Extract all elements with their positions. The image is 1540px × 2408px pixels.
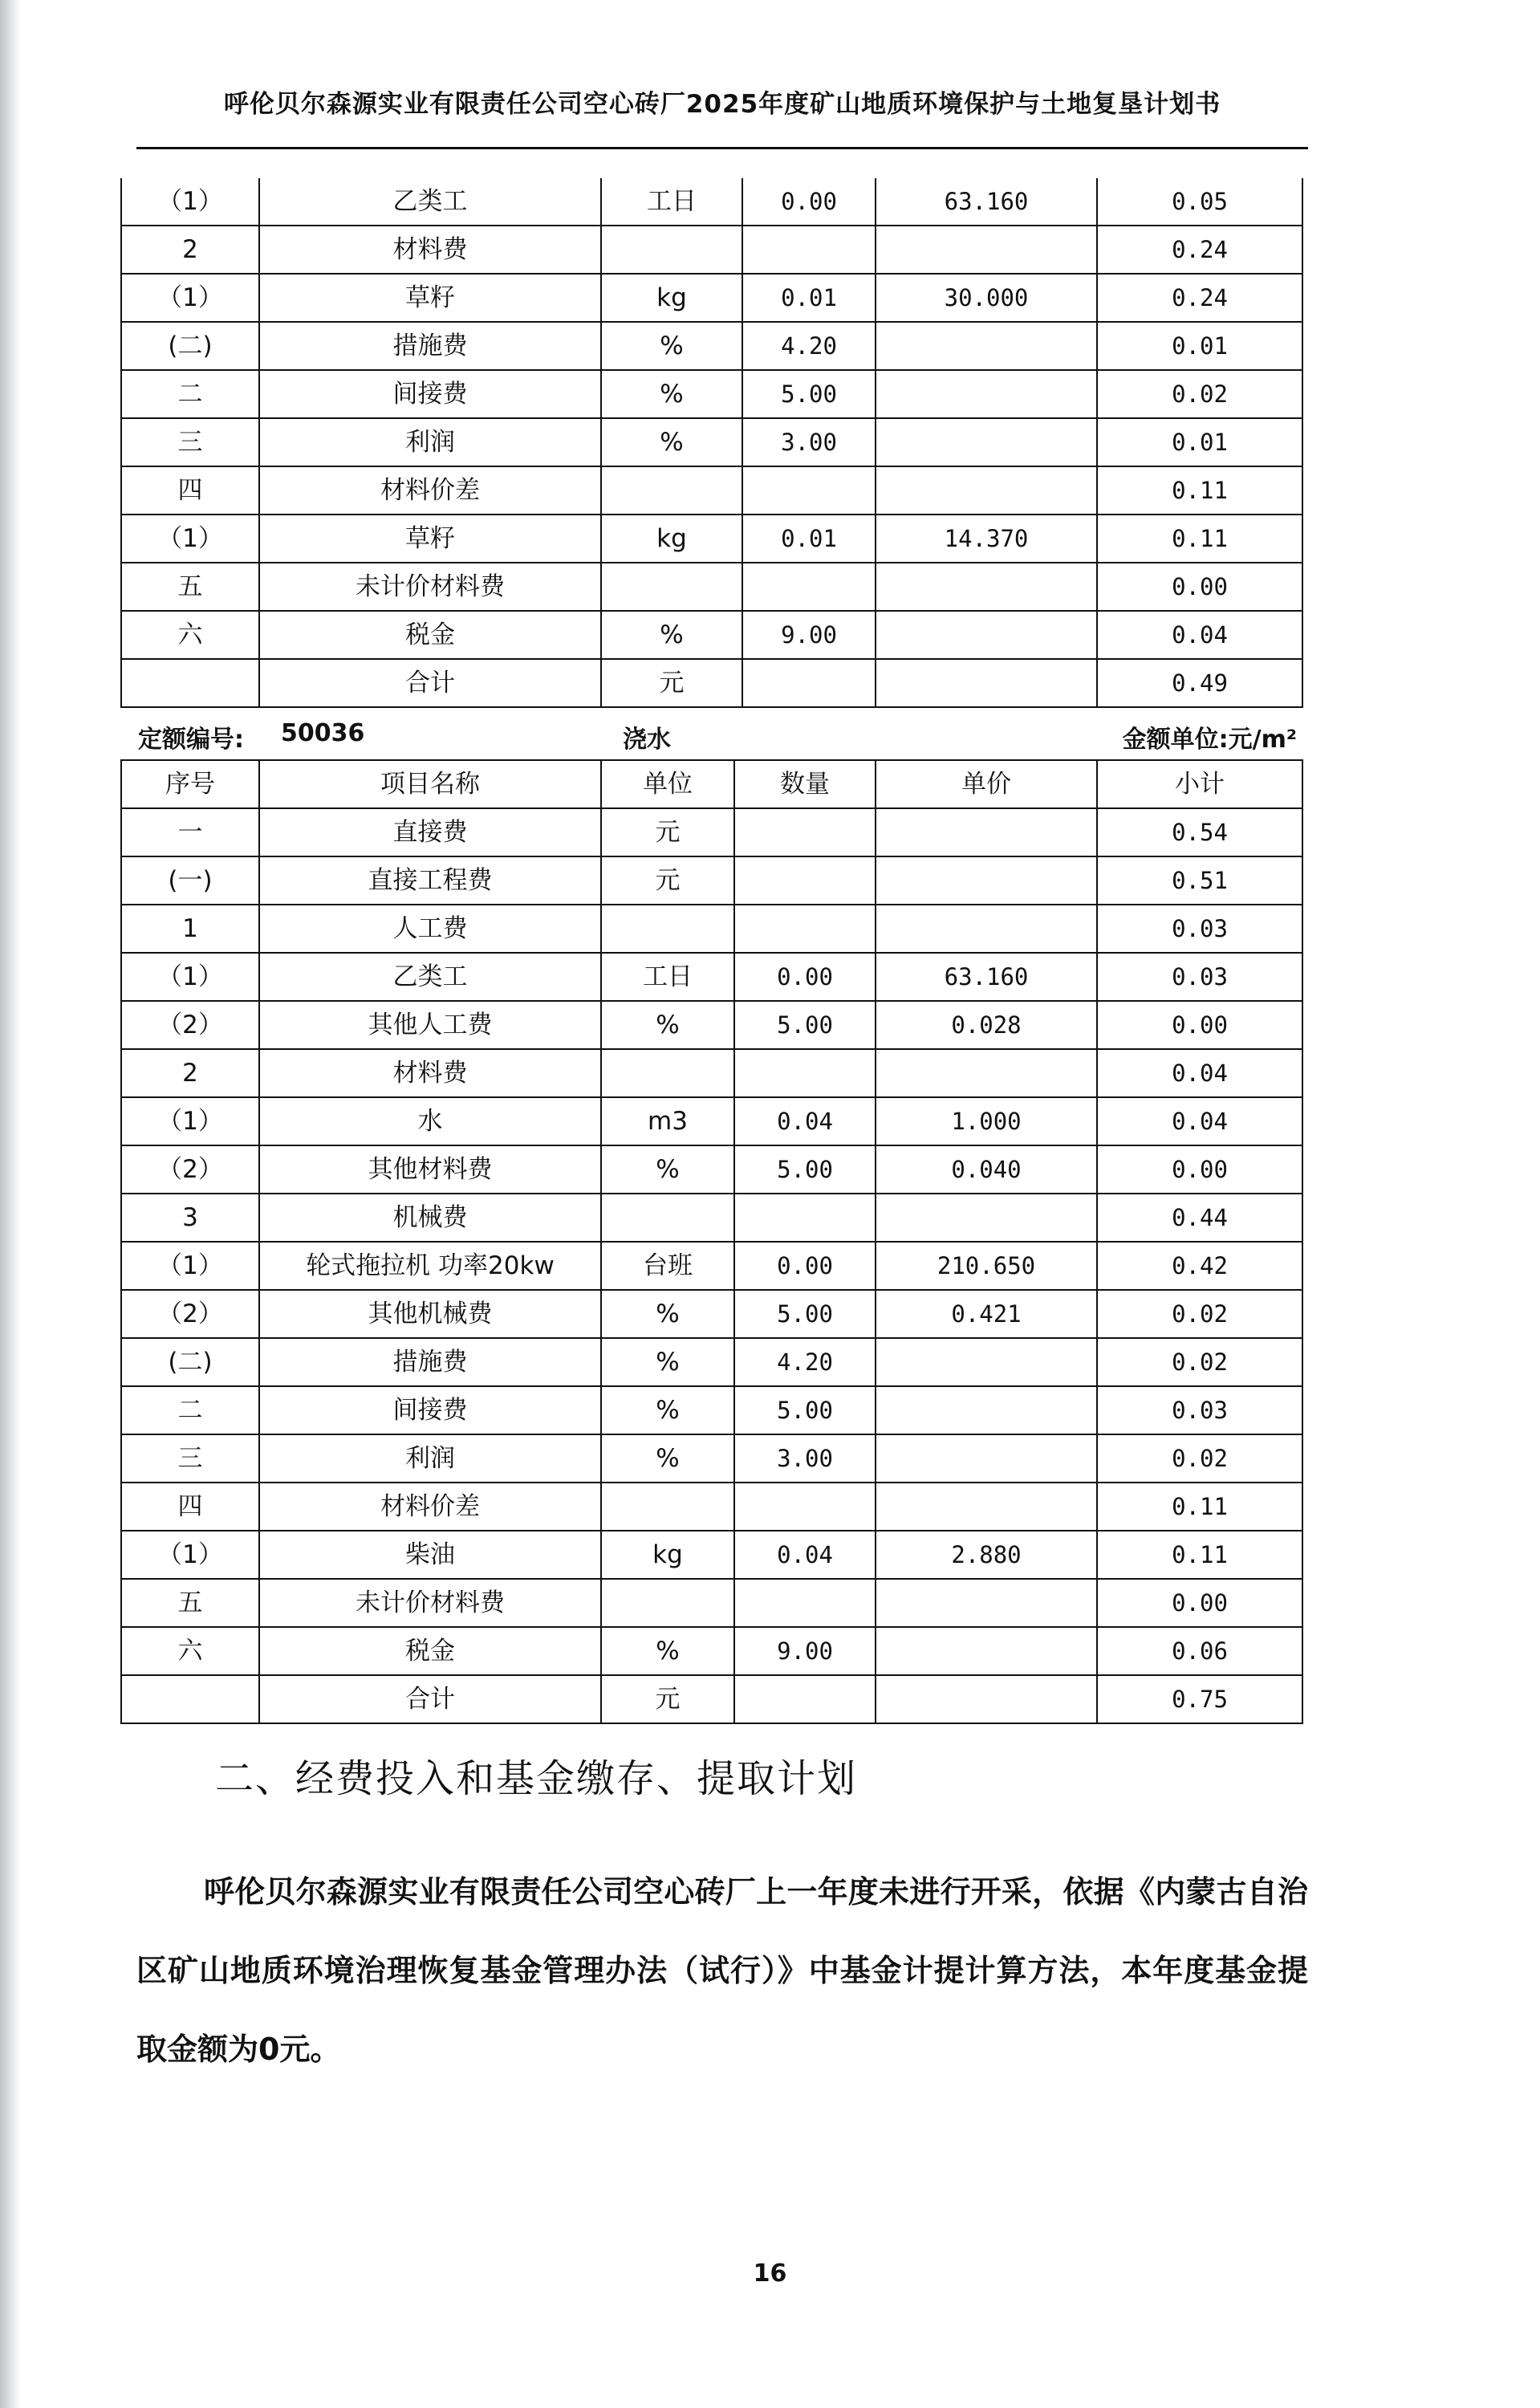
cell-item-name: 未计价材料费 — [259, 563, 601, 611]
cell-unit-price — [876, 1434, 1097, 1483]
table-row — [121, 1049, 1302, 1097]
cell-unit — [601, 1049, 734, 1097]
cell-quantity: 5.00 — [742, 370, 876, 418]
table-row — [121, 1627, 1302, 1675]
cell-index: （2） — [121, 1001, 259, 1049]
cell-quantity: 0.01 — [742, 515, 876, 563]
cell-index: (二) — [121, 1338, 259, 1386]
cell-unit — [601, 905, 734, 953]
table-row — [121, 1483, 1302, 1531]
table-row — [121, 659, 1302, 707]
header-rule — [136, 147, 1308, 149]
cell-item-name: 税金 — [259, 1627, 601, 1675]
document-header: 呼伦贝尔森源实业有限责任公司空心砖厂2025年度矿山地质环境保护与土地复垦计划书 — [223, 90, 1221, 119]
cell-unit-price: 0.028 — [876, 1001, 1097, 1049]
cell-quantity: 5.00 — [734, 1001, 876, 1049]
cell-item-name: 税金 — [259, 611, 601, 659]
cell-quantity: 4.20 — [742, 322, 876, 370]
cell-quantity: 5.00 — [734, 1386, 876, 1434]
cell-index: 三 — [121, 1434, 259, 1483]
cell-index: 2 — [121, 226, 259, 274]
cell-quantity — [734, 1194, 876, 1242]
cell-subtotal: 0.01 — [1097, 418, 1302, 466]
cost-table-continued-body — [121, 178, 1302, 707]
table-row — [121, 563, 1302, 611]
cell-item-name: 材料费 — [259, 1049, 601, 1097]
section-heading: 二、经费投入和基金缴存、提取计划 — [215, 1756, 858, 1801]
cell-index: 3 — [121, 1194, 259, 1242]
cell-unit: % — [601, 1145, 734, 1194]
cell-subtotal: 0.04 — [1097, 1097, 1302, 1145]
cell-unit-price: 14.370 — [876, 515, 1097, 563]
cell-unit-price: 0.040 — [876, 1145, 1097, 1194]
cell-subtotal: 0.05 — [1097, 178, 1302, 226]
cell-quantity: 0.01 — [742, 274, 876, 322]
cell-unit-price — [876, 1579, 1097, 1627]
cell-subtotal: 0.11 — [1097, 466, 1302, 515]
cell-subtotal: 0.75 — [1097, 1675, 1302, 1723]
cell-index: 四 — [121, 1483, 259, 1531]
cell-unit-price — [876, 808, 1097, 856]
cost-table-continued — [120, 178, 1303, 708]
cell-unit: 工日 — [601, 178, 742, 226]
amount-unit: 金额单位:元/m² — [1122, 726, 1297, 754]
cell-quantity: 9.00 — [742, 611, 876, 659]
cell-item-name: 其他人工费 — [259, 1001, 601, 1049]
table-row — [121, 1338, 1302, 1386]
cell-item-name: 间接费 — [259, 1386, 601, 1434]
table-row — [121, 515, 1302, 563]
cell-index: （1） — [121, 178, 259, 226]
cell-unit-price — [876, 659, 1097, 707]
cell-unit — [601, 1579, 734, 1627]
cell-index: （1） — [121, 1531, 259, 1579]
cell-index: (二) — [121, 322, 259, 370]
table-row — [121, 611, 1302, 659]
quota-name: 浇水 — [623, 726, 671, 754]
cell-item-name: 合计 — [259, 659, 601, 707]
cell-unit: % — [601, 1627, 734, 1675]
cell-subtotal: 0.01 — [1097, 322, 1302, 370]
cell-quantity — [734, 1483, 876, 1531]
cell-unit: 工日 — [601, 953, 734, 1001]
cell-item-name: 其他机械费 — [259, 1290, 601, 1338]
quota-code: 50036 — [281, 719, 365, 747]
cell-unit-price — [876, 1627, 1097, 1675]
cell-unit: % — [601, 1001, 734, 1049]
cell-unit-price — [876, 563, 1097, 611]
table-row — [121, 1242, 1302, 1290]
cell-unit: % — [601, 418, 742, 466]
cell-item-name: 其他材料费 — [259, 1145, 601, 1194]
cell-unit-price — [876, 370, 1097, 418]
cell-unit: 元 — [601, 1675, 734, 1723]
header-cell-item: 项目名称 — [259, 760, 601, 808]
cell-unit-price: 1.000 — [876, 1097, 1097, 1145]
cell-unit-price: 210.650 — [876, 1242, 1097, 1290]
cell-subtotal: 0.00 — [1097, 1145, 1302, 1194]
table-row — [121, 466, 1302, 515]
cell-index: 二 — [121, 370, 259, 418]
cell-quantity: 5.00 — [734, 1145, 876, 1194]
cell-quantity — [734, 1675, 876, 1723]
cell-quantity — [734, 1579, 876, 1627]
cell-unit: m3 — [601, 1097, 734, 1145]
cell-unit-price: 0.421 — [876, 1290, 1097, 1338]
table-row — [121, 905, 1302, 953]
table-row — [121, 274, 1302, 322]
cell-unit: % — [601, 1338, 734, 1386]
cell-unit: kg — [601, 515, 742, 563]
cell-unit: kg — [601, 1531, 734, 1579]
cell-quantity: 9.00 — [734, 1627, 876, 1675]
table-row — [121, 370, 1302, 418]
cell-subtotal: 0.00 — [1097, 1001, 1302, 1049]
cell-index — [121, 659, 259, 707]
table-row — [121, 1145, 1302, 1194]
table-row — [121, 1531, 1302, 1579]
cell-subtotal: 0.11 — [1097, 1531, 1302, 1579]
cell-subtotal: 0.54 — [1097, 808, 1302, 856]
cell-quantity — [742, 466, 876, 515]
cell-quantity: 0.00 — [734, 1242, 876, 1290]
cell-index: 2 — [121, 1049, 259, 1097]
cell-index: 五 — [121, 563, 259, 611]
cell-unit — [601, 466, 742, 515]
cell-quantity — [742, 563, 876, 611]
cell-unit: % — [601, 1434, 734, 1483]
cell-item-name: 机械费 — [259, 1194, 601, 1242]
cell-index: （1） — [121, 1097, 259, 1145]
cell-item-name: 间接费 — [259, 370, 601, 418]
cell-quantity: 0.04 — [734, 1531, 876, 1579]
cell-item-name: 轮式拖拉机 功率20kw — [259, 1242, 601, 1290]
cell-subtotal: 0.02 — [1097, 1434, 1302, 1483]
cell-index: （1） — [121, 1242, 259, 1290]
cell-unit: kg — [601, 274, 742, 322]
cell-item-name: 柴油 — [259, 1531, 601, 1579]
cell-subtotal: 0.04 — [1097, 611, 1302, 659]
cell-unit-price — [876, 1338, 1097, 1386]
cell-item-name: 利润 — [259, 1434, 601, 1483]
cell-quantity — [742, 226, 876, 274]
cell-unit: 元 — [601, 659, 742, 707]
cell-item-name: 材料价差 — [259, 466, 601, 515]
cell-unit: % — [601, 1290, 734, 1338]
cost-table-watering — [120, 759, 1303, 1724]
cell-index: 三 — [121, 418, 259, 466]
cell-unit-price: 2.880 — [876, 1531, 1097, 1579]
table-row — [121, 178, 1302, 226]
cell-subtotal: 0.00 — [1097, 563, 1302, 611]
cell-unit: 台班 — [601, 1242, 734, 1290]
cell-unit: 元 — [601, 856, 734, 905]
cell-unit: % — [601, 322, 742, 370]
cell-item-name: 水 — [259, 1097, 601, 1145]
header-cell-unit: 单位 — [601, 760, 734, 808]
header-cell-quantity: 数量 — [734, 760, 876, 808]
quota-info-row — [120, 713, 1302, 753]
cell-index: 六 — [121, 611, 259, 659]
cell-subtotal: 0.44 — [1097, 1194, 1302, 1242]
cell-unit-price — [876, 418, 1097, 466]
cell-quantity — [734, 856, 876, 905]
cell-subtotal: 0.03 — [1097, 905, 1302, 953]
cell-subtotal: 0.42 — [1097, 1242, 1302, 1290]
cell-unit-price: 30.000 — [876, 274, 1097, 322]
cell-subtotal: 0.24 — [1097, 274, 1302, 322]
cell-item-name: 人工费 — [259, 905, 601, 953]
cell-unit-price — [876, 466, 1097, 515]
table-row — [121, 1675, 1302, 1723]
cell-quantity: 3.00 — [742, 418, 876, 466]
cell-subtotal: 0.03 — [1097, 1386, 1302, 1434]
cell-quantity: 3.00 — [734, 1434, 876, 1483]
table-row — [121, 1579, 1302, 1627]
cell-index: （1） — [121, 274, 259, 322]
page-number: 16 — [753, 2260, 787, 2288]
cell-quantity: 0.04 — [734, 1097, 876, 1145]
cell-quantity — [734, 1049, 876, 1097]
cell-item-name: 措施费 — [259, 322, 601, 370]
cell-item-name: 未计价材料费 — [259, 1579, 601, 1627]
cell-index: （2） — [121, 1145, 259, 1194]
cell-unit — [601, 1483, 734, 1531]
cell-index: （2） — [121, 1290, 259, 1338]
cell-item-name: 直接费 — [259, 808, 601, 856]
cell-unit-price — [876, 1483, 1097, 1531]
cell-unit-price — [876, 856, 1097, 905]
table-row — [121, 418, 1302, 466]
cell-subtotal: 0.51 — [1097, 856, 1302, 905]
cell-index: 五 — [121, 1579, 259, 1627]
cell-quantity — [734, 808, 876, 856]
table-row — [121, 1386, 1302, 1434]
cell-index: 一 — [121, 808, 259, 856]
cell-item-name: 乙类工 — [259, 953, 601, 1001]
cell-unit-price — [876, 1049, 1097, 1097]
table-row — [121, 1194, 1302, 1242]
table-row — [121, 1001, 1302, 1049]
table-row — [121, 1434, 1302, 1483]
cell-subtotal: 0.06 — [1097, 1627, 1302, 1675]
table-header-row — [121, 760, 1302, 808]
table-row — [121, 322, 1302, 370]
cell-unit: % — [601, 370, 742, 418]
cell-unit-price — [876, 322, 1097, 370]
cell-subtotal: 0.02 — [1097, 370, 1302, 418]
cell-quantity: 4.20 — [734, 1338, 876, 1386]
table-row — [121, 1290, 1302, 1338]
cell-unit-price — [876, 905, 1097, 953]
cell-unit-price — [876, 1386, 1097, 1434]
cell-unit-price — [876, 226, 1097, 274]
header-cell-subtotal: 小计 — [1097, 760, 1302, 808]
cell-unit-price: 63.160 — [876, 953, 1097, 1001]
cell-index: 四 — [121, 466, 259, 515]
cell-subtotal: 0.00 — [1097, 1579, 1302, 1627]
cell-subtotal: 0.03 — [1097, 953, 1302, 1001]
cell-unit-price — [876, 1194, 1097, 1242]
cell-unit-price — [876, 1675, 1097, 1723]
cell-unit-price: 63.160 — [876, 178, 1097, 226]
cell-item-name: 利润 — [259, 418, 601, 466]
cell-subtotal: 0.11 — [1097, 515, 1302, 563]
cell-subtotal: 0.49 — [1097, 659, 1302, 707]
cell-subtotal: 0.02 — [1097, 1338, 1302, 1386]
cell-quantity: 0.00 — [734, 953, 876, 1001]
cell-subtotal: 0.02 — [1097, 1290, 1302, 1338]
cell-index: (一) — [121, 856, 259, 905]
cell-item-name: 措施费 — [259, 1338, 601, 1386]
header-cell-unit-price: 单价 — [876, 760, 1097, 808]
quota-label: 定额编号: — [138, 726, 244, 754]
cell-item-name: 材料费 — [259, 226, 601, 274]
cell-subtotal: 0.24 — [1097, 226, 1302, 274]
table-row — [121, 226, 1302, 274]
cell-quantity: 5.00 — [734, 1290, 876, 1338]
cell-unit: 元 — [601, 808, 734, 856]
cell-unit-price — [876, 611, 1097, 659]
cell-unit: % — [601, 1386, 734, 1434]
cell-unit: % — [601, 611, 742, 659]
cell-item-name: 直接工程费 — [259, 856, 601, 905]
cell-item-name: 材料价差 — [259, 1483, 601, 1531]
scan-edge-shadow — [0, 0, 21, 2408]
cell-index: （1） — [121, 515, 259, 563]
cell-index: 1 — [121, 905, 259, 953]
cell-item-name: 合计 — [259, 1675, 601, 1723]
cell-index — [121, 1675, 259, 1723]
cell-index: 二 — [121, 1386, 259, 1434]
section-paragraph: 呼伦贝尔森源实业有限责任公司空心砖厂上一年度未进行开采，依据《内蒙古自治区矿山地质环境治理恢复基金管理办法（试行）》中基金计提计算方法，本年度基金提取金额为0元。 — [136, 1874, 1308, 2067]
table-row — [121, 1097, 1302, 1145]
cell-item-name: 草籽 — [259, 274, 601, 322]
cell-index: 六 — [121, 1627, 259, 1675]
cell-unit — [601, 1194, 734, 1242]
cell-quantity: 0.00 — [742, 178, 876, 226]
cell-unit — [601, 563, 742, 611]
cell-quantity — [734, 905, 876, 953]
header-cell-index: 序号 — [121, 760, 259, 808]
cell-unit — [601, 226, 742, 274]
cell-item-name: 乙类工 — [259, 178, 601, 226]
cell-item-name: 草籽 — [259, 515, 601, 563]
cost-table-watering-body — [121, 808, 1302, 1723]
cell-subtotal: 0.11 — [1097, 1483, 1302, 1531]
table-row — [121, 856, 1302, 905]
cell-index: （1） — [121, 953, 259, 1001]
table-row — [121, 808, 1302, 856]
cell-quantity — [742, 659, 876, 707]
cell-subtotal: 0.04 — [1097, 1049, 1302, 1097]
table-row — [121, 953, 1302, 1001]
